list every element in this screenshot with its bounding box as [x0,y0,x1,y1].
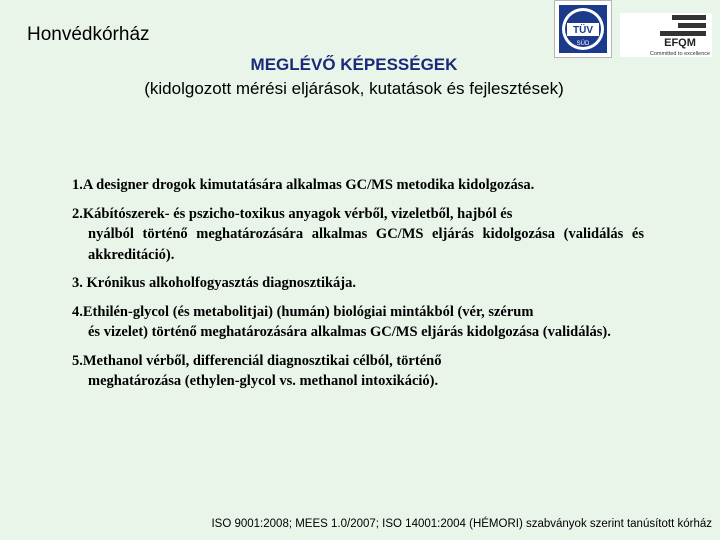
list-item [72,175,644,196]
item-text: Kábítószerek- és pszicho-toxikus anyagok vérből, vizeletből, hajból és [82,205,513,222]
page-subtitle: (kidolgozott mérési eljárások, kutatások és fejlesztések) [144,79,564,98]
tuv-sud-logo [554,0,612,58]
tuv-seal-icon [555,1,611,57]
efqm-mark-icon [620,13,712,57]
item-text: Krónikus alkoholfogyasztás diagnosztikája. [82,275,357,291]
item-text: A designer drogok kimutatására alkalmas GC/MS metodika kidolgozása. [82,177,535,193]
list-item [72,204,644,266]
footer-certifications: ISO 9001:2008; MEES 1.0/2007; ISO 14001:2004 (HÉMORI) szabványok szerint tanúsított kórház [211,518,712,530]
efqm-logo-text: EFQM [664,37,696,49]
item-number: 3. [72,275,83,291]
item-text: Ethilén-glycol (és metabolitjai) (humán) biológiai mintákból (vér, szérum [82,303,534,320]
tuv-logo-text: TÜV [573,25,593,36]
capabilities-list [72,175,644,400]
item-number: 2. [72,205,83,222]
item-number: 4. [72,303,83,320]
item-number: 5. [72,352,83,369]
page-title: MEGLÉVŐ KÉPESSÉGEK [250,55,458,74]
tuv-logo-subtext: SÜD [576,41,590,47]
item-number: 1. [72,177,83,193]
list-item [72,302,644,343]
item-text-continuation: és vizelet) történő meghatározására alkalmas GC/MS eljárás kidolgozása (validálás). [88,324,611,340]
efqm-logo [620,13,712,57]
list-item [72,351,644,392]
hospital-name: Honvédkórház [27,24,150,45]
item-text: Methanol vérből, differenciál diagnosztikai célból, történő [82,352,442,369]
efqm-tagline: Committed to excellence [649,51,711,57]
item-text-continuation: nyálból történő meghatározására alkalmas GC/MS eljárás kidolgozása (validálás és akkreditáció). [88,226,644,263]
list-item [72,273,644,294]
item-text-continuation: meghatározása (ethylen-glycol vs. methanol intoxikáció). [88,373,439,389]
